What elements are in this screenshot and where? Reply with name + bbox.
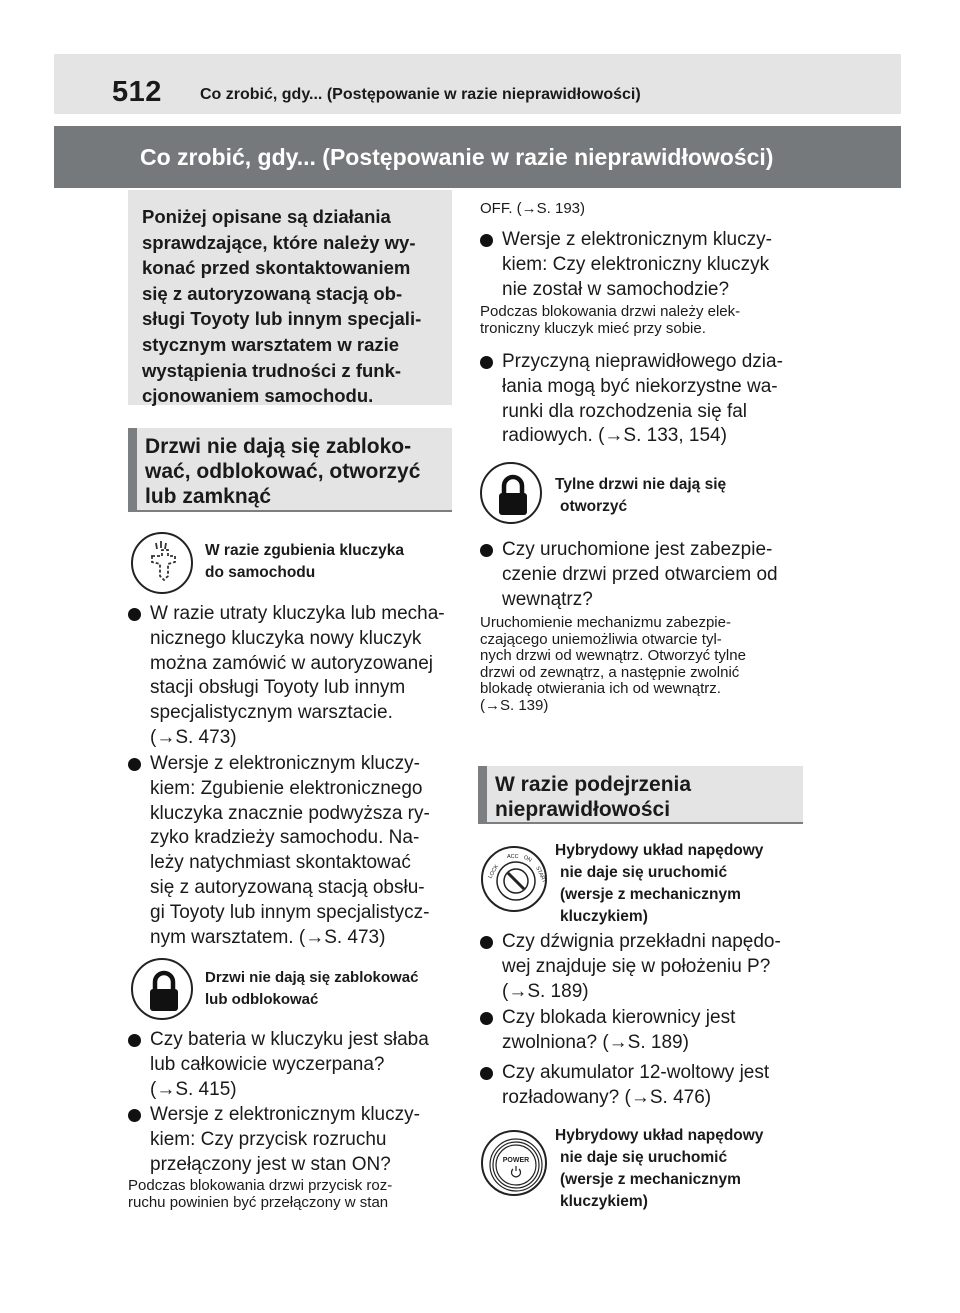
switch-label-start: START	[534, 865, 548, 885]
bullet-dot	[128, 758, 141, 771]
hybrid-mech-label: Hybrydowy układ napędowy nie daje się uruchomić (wersje z mechanicznym kluczykiem)	[555, 842, 764, 925]
note-continuation: OFF. (→S. 193)	[480, 200, 586, 217]
bullet-key-replacement: W razie utraty kluczyka lub mecha- nicznego kluczyka nowy kluczyk można zamówić w autoryzowanej stacji obsługi Toyoty lub innym specjalistycznym warsztacie. (→S. 473)	[128, 602, 458, 751]
rear-door-label: Tylne drzwi nie dają się otworzyć	[555, 476, 727, 515]
bullet-radio-conditions: Przyczyną nieprawidłowego dzia- łania mogą być niekorzystne wa- runki dla rozchodzenia się fal radiowych. (→S. 133, 154)	[480, 350, 810, 449]
power-button-icon	[481, 1130, 547, 1196]
bullet-dot	[128, 608, 141, 621]
padlock-icon	[131, 958, 193, 1020]
header-bar	[54, 54, 901, 114]
bullet-dot	[480, 936, 493, 949]
switch-label-lock: LOCK	[487, 863, 501, 880]
intro-line: konać przed skontaktowaniem	[142, 257, 411, 279]
intro-box	[128, 190, 452, 405]
bullet-child-lock: Czy uruchomione jest zabezpie- czenie drzwi przed otwarciem od wewnątrz?	[480, 538, 810, 612]
running-title: Co zrobić, gdy... (Postępowanie w razie nieprawidłowości)	[200, 86, 641, 103]
bullet-shift-lever: Czy dźwignia przekładni napędo- wej znajduje się w położeniu P? (→S. 189)	[480, 930, 810, 1004]
switch-label-on: ON	[522, 854, 533, 864]
section-heading-doors: Drzwi nie dają się zabloko- wać, odblokować, otworzyć lub zamknąć	[128, 428, 452, 512]
intro-line: stycznym warsztatem w razie	[142, 333, 400, 355]
intro-line: sprawdzające, które należy wy-	[142, 231, 416, 253]
switch-label-acc: ACC	[507, 854, 519, 860]
section-heading-malfunction: W razie podejrzenia nieprawidłowości	[478, 766, 803, 824]
padlock-icon	[480, 462, 542, 524]
chapter-title: Co zrobić, gdy... (Postępowanie w razie nieprawidłowości)	[140, 144, 774, 170]
page-number: 512	[112, 76, 162, 108]
intro-line: wystąpienia trudności z funk-	[142, 359, 402, 381]
key-lost-label: W razie zgubienia kluczyka do samochodu	[205, 542, 404, 581]
note-start-button: Podczas blokowania drzwi przycisk roz- ruchu powinien być przełączony w stan	[128, 1177, 393, 1211]
bullet-dot	[480, 1012, 493, 1025]
hybrid-power-label: Hybrydowy układ napędowy nie daje się uruchomić (wersje z mechanicznym kluczykiem)	[555, 1127, 764, 1210]
bullet-steering-lock: Czy blokada kierownicy jest zwolniona? (→S. 189)	[480, 1006, 810, 1056]
bullet-12v-battery: Czy akumulator 12-woltowy jest rozładowany? (→S. 476)	[480, 1061, 810, 1111]
intro-line: Poniżej opisane są działania	[142, 206, 391, 227]
bullet-key-battery: Czy bateria w kluczyku jest słaba lub całkowicie wyczerpana? (→S. 415)	[128, 1028, 458, 1102]
bullet-dot	[128, 1109, 141, 1122]
bullet-electronic-key-lost: Wersje z elektronicznym kluczy- kiem: Zgubienie elektronicznego kluczyka znacznie podwyższa ry- zyko kradzieży samochodu. Na- leży natychmiast skontaktować się z autoryzowaną stacją obsłu- gi Toyoty lub innym specjalistycz- nym warsztatem. (→S. 473)	[128, 752, 458, 950]
intro-line: się z autoryzowaną stacją ob-	[142, 282, 403, 304]
bullet-dot	[128, 1034, 141, 1047]
bullet-dot	[480, 544, 493, 557]
note-child-lock: Uruchomienie mechanizmu zabezpie- czającego uniemożliwia otwarcie tyl- nych drzwi od wewnątrz. Otworzyć tylne drzwi od zewnątrz, a następnie zwolnić blokadę otwierania ich od wewnątrz. (→S. 139)	[480, 614, 746, 714]
intro-line: cjonowaniem samochodu.	[142, 385, 374, 407]
bullet-start-button-on: Wersje z elektronicznym kluczy- kiem: Czy przycisk rozruchu przełączony jest w stan ON?	[128, 1103, 458, 1177]
power-button-text: POWER	[502, 1157, 530, 1164]
bullet-dot	[480, 234, 493, 247]
note-key-inside: Podczas blokowania drzwi należy elek- troniczny kluczyk mieć przy sobie.	[480, 303, 741, 337]
key-icon	[131, 532, 193, 594]
bullet-key-inside: Wersje z elektronicznym kluczy- kiem: Czy elektroniczny kluczyk nie został w samochodzie?	[480, 228, 810, 302]
bullet-dot	[480, 356, 493, 369]
lock-label: Drzwi nie dają się zablokować lub odblokować	[205, 969, 419, 1008]
bullet-dot	[480, 1067, 493, 1080]
ignition-switch-icon	[481, 846, 547, 912]
intro-line: sługi Toyoty lub innym specjali-	[142, 308, 422, 330]
